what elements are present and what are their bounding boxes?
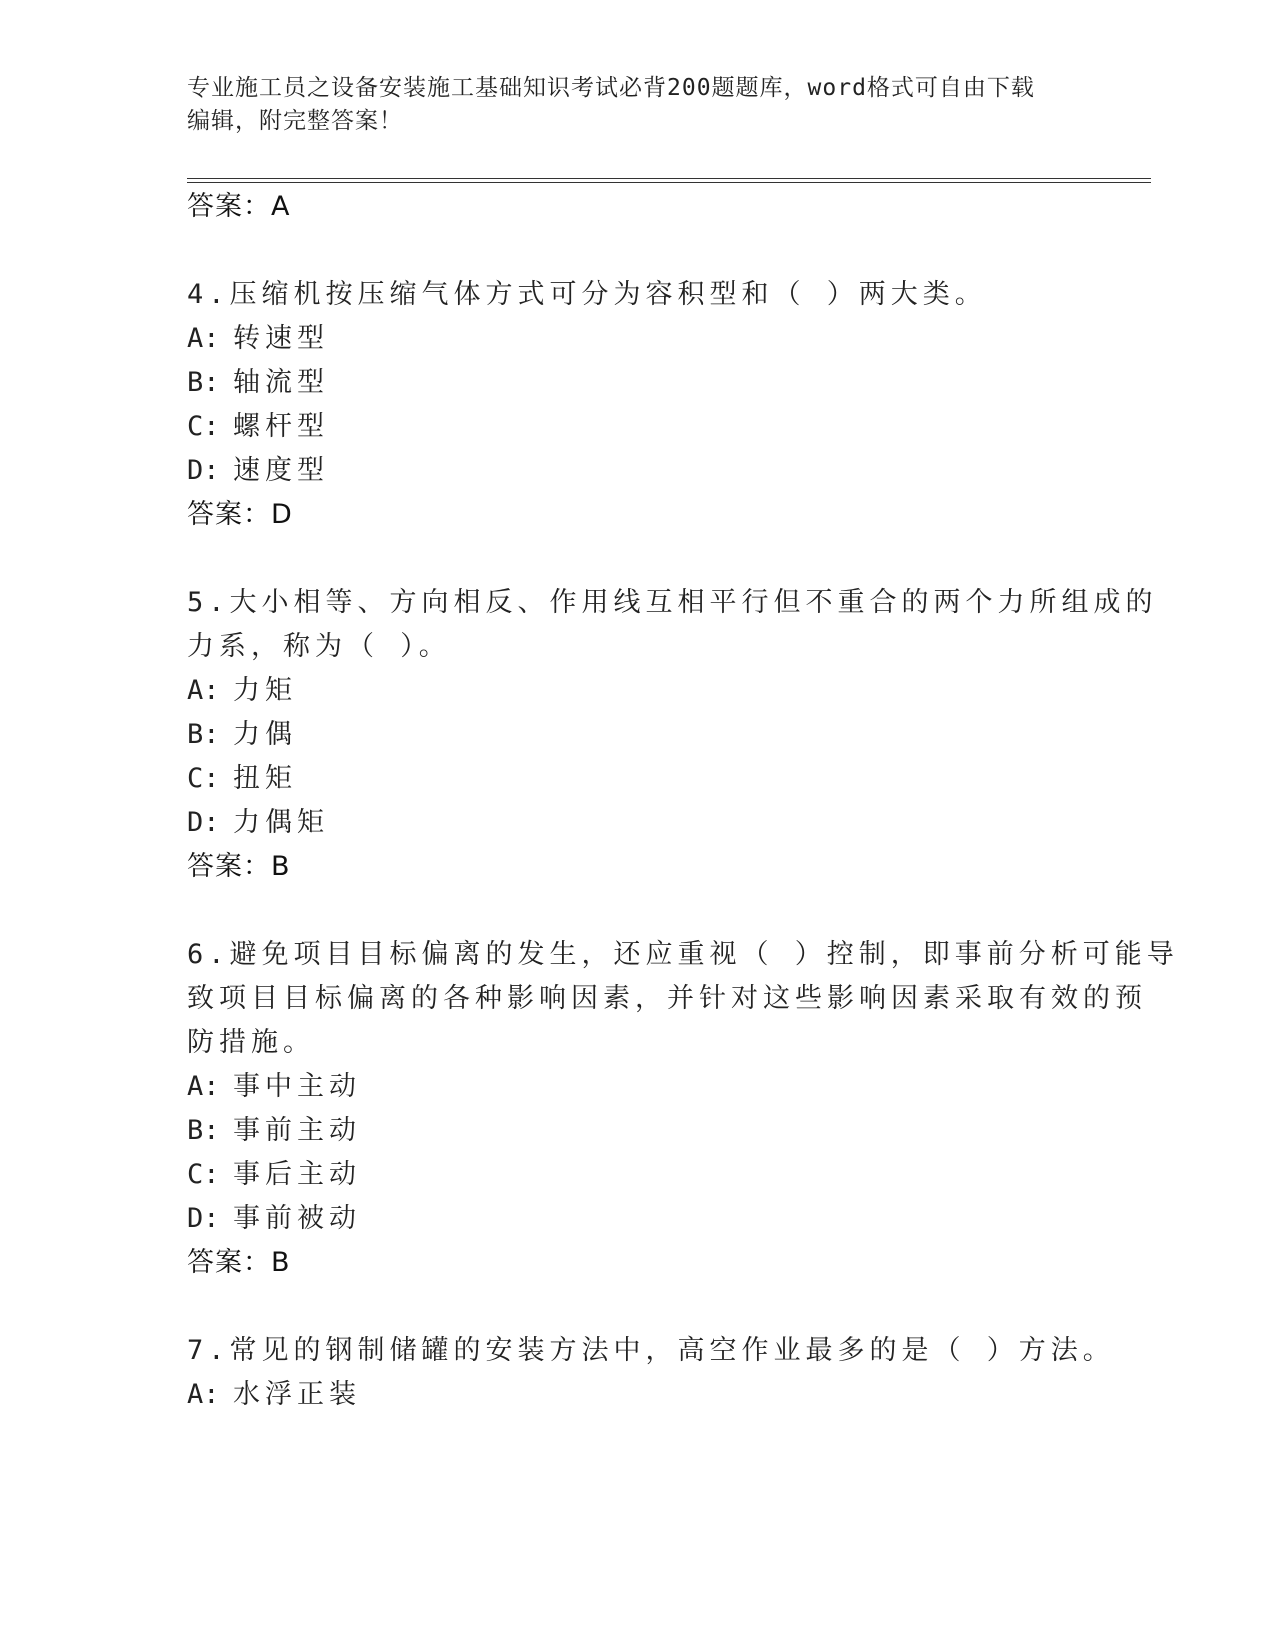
question-4-answer: 答案：D bbox=[187, 499, 293, 530]
option-letter: B: bbox=[187, 367, 220, 398]
question-6-answer: 答案：B bbox=[187, 1247, 291, 1278]
header-line-1: 专业施工员之设备安装施工基础知识考试必背200题题库，word格式可自由下载 bbox=[187, 75, 1035, 101]
option-letter: D: bbox=[187, 455, 220, 486]
answer-previous: 答案：A bbox=[187, 191, 291, 222]
question-5-stem-line-2: 力系，称为（ ）。 bbox=[187, 631, 451, 662]
option-letter: C: bbox=[187, 411, 220, 442]
option-letter: A: bbox=[187, 1379, 220, 1410]
header-divider-thin bbox=[187, 182, 1151, 183]
option-text: 扭矩 bbox=[233, 763, 297, 794]
option-letter: C: bbox=[187, 1159, 220, 1190]
question-5-stem-line-1: 5.大小相等、方向相反、作用线互相平行但不重合的两个力所组成的 bbox=[187, 587, 1158, 618]
question-6-option-c bbox=[187, 1158, 361, 1192]
question-4-stem: 4.压缩机按压缩气体方式可分为容积型和（ ）两大类。 bbox=[187, 279, 987, 310]
question-6-stem-line-2: 致项目目标偏离的各种影响因素，并针对这些影响因素采取有效的预 bbox=[187, 983, 1147, 1014]
option-text: 事后主动 bbox=[233, 1159, 361, 1190]
option-letter: D: bbox=[187, 1203, 220, 1234]
question-6-option-a bbox=[187, 1070, 361, 1104]
option-text: 事中主动 bbox=[233, 1071, 361, 1102]
option-letter: D: bbox=[187, 807, 220, 838]
header-line-2: 编辑，附完整答案！ bbox=[187, 108, 403, 134]
option-text: 速度型 bbox=[233, 455, 329, 486]
question-7-option-a bbox=[187, 1378, 361, 1412]
question-5-option-d bbox=[187, 806, 329, 840]
question-6-option-b bbox=[187, 1114, 361, 1148]
question-6-stem-line-3: 防措施。 bbox=[187, 1027, 315, 1058]
option-text: 事前被动 bbox=[233, 1203, 361, 1234]
header-divider-thick bbox=[187, 178, 1151, 179]
option-letter: C: bbox=[187, 763, 220, 794]
option-text: 螺杆型 bbox=[233, 411, 329, 442]
question-5-option-a bbox=[187, 674, 297, 708]
question-4-option-a bbox=[187, 322, 329, 356]
option-text: 力矩 bbox=[233, 675, 297, 706]
question-4-option-b bbox=[187, 366, 329, 400]
question-4-option-d bbox=[187, 454, 329, 488]
option-letter: A: bbox=[187, 1071, 220, 1102]
option-text: 转速型 bbox=[233, 323, 329, 354]
question-5-option-c bbox=[187, 762, 297, 796]
question-5-answer: 答案：B bbox=[187, 851, 291, 882]
option-letter: A: bbox=[187, 323, 220, 354]
question-7-stem: 7.常见的钢制储罐的安装方法中，高空作业最多的是（ ）方法。 bbox=[187, 1335, 1115, 1366]
option-text: 轴流型 bbox=[233, 367, 329, 398]
option-text: 力偶矩 bbox=[233, 807, 329, 838]
page-header bbox=[187, 72, 1087, 138]
option-text: 力偶 bbox=[233, 719, 297, 750]
option-text: 事前主动 bbox=[233, 1115, 361, 1146]
option-text: 水浮正装 bbox=[233, 1379, 361, 1410]
question-4-option-c bbox=[187, 410, 329, 444]
option-letter: B: bbox=[187, 719, 220, 750]
question-6-stem-line-1: 6.避免项目目标偏离的发生，还应重视（ ）控制，即事前分析可能导 bbox=[187, 939, 1179, 970]
question-5-option-b bbox=[187, 718, 297, 752]
option-letter: B: bbox=[187, 1115, 220, 1146]
question-6-option-d bbox=[187, 1202, 361, 1236]
option-letter: A: bbox=[187, 675, 220, 706]
